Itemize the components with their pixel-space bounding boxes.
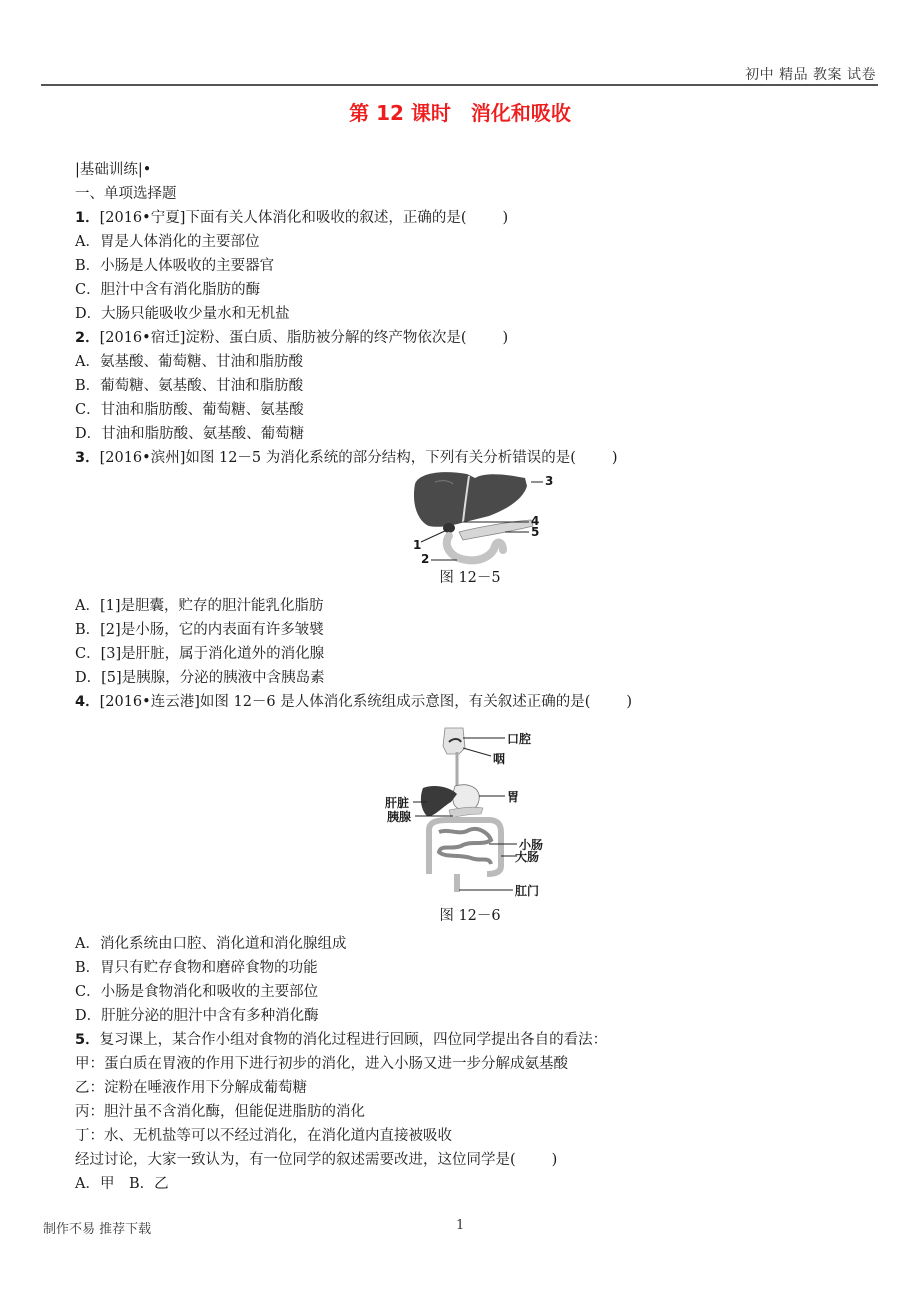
option: A．[1]是胆囊，贮存的胆汁能乳化脂肪 bbox=[75, 598, 324, 614]
option: A．氨基酸、葡萄糖、甘油和脂肪酸 bbox=[75, 354, 303, 370]
question-number: 1． bbox=[75, 210, 100, 226]
section-subheading: 一、单项选择题 bbox=[75, 186, 177, 202]
document-body bbox=[75, 158, 875, 1196]
option: D．肝脏分泌的胆汁中含有多种消化酶 bbox=[75, 1008, 319, 1024]
question-number: 2． bbox=[75, 330, 100, 346]
question-1-stem: 1．[2016•宁夏]下面有关人体消化和吸收的叙述，正确的是( ) bbox=[75, 210, 509, 226]
options-inline: A．甲 B．乙 bbox=[75, 1176, 169, 1192]
label-small-intestine: 小肠 bbox=[519, 838, 544, 852]
digestive-system-illustration bbox=[393, 724, 573, 896]
question-3-stem: 3．[2016•滨州]如图 12－5 为消化系统的部分结构，下列有关分析错误的是( ) bbox=[75, 450, 618, 466]
option: B．葡萄糖、氨基酸、甘油和脂肪酸 bbox=[75, 378, 304, 394]
label-liver: 肝脏 bbox=[385, 796, 410, 810]
question-2-stem: 2．[2016•宿迁]淀粉、蛋白质、脂肪被分解的终产物依次是( ) bbox=[75, 330, 509, 346]
option: B．小肠是人体吸收的主要器官 bbox=[75, 258, 275, 274]
header-tags: 初中 精品 教案 试卷 bbox=[745, 67, 876, 83]
label-large-intestine: 大肠 bbox=[515, 850, 540, 864]
figure-12-5-liver-pancreas-diagram bbox=[405, 470, 555, 566]
figure-12-6-digestive-system-diagram bbox=[385, 724, 573, 898]
label-pancreas: 胰腺 bbox=[387, 810, 412, 824]
figure-label-5: 5 bbox=[531, 525, 540, 539]
figure-label-2: 2 bbox=[421, 552, 430, 566]
option: D．甘油和脂肪酸、氨基酸、葡萄糖 bbox=[75, 426, 305, 442]
question-4-stem: 4．[2016•连云港]如图 12－6 是人体消化系统组成示意图，有关叙述正确的是( ) bbox=[75, 694, 633, 710]
label-mouth: 口腔 bbox=[507, 732, 532, 746]
question-number: 5． bbox=[75, 1032, 100, 1048]
option: C．胆汁中含有消化脂肪的酶 bbox=[75, 282, 261, 298]
figure-caption: 图 12－6 bbox=[439, 908, 501, 924]
figure-label-1: 1 bbox=[413, 538, 422, 552]
page-title: 第 12 课时 消化和吸收 bbox=[349, 101, 571, 125]
question-number: 3． bbox=[75, 450, 100, 466]
option: B．[2]是小肠，它的内表面有许多皱襞 bbox=[75, 622, 324, 638]
label-pharynx: 咽 bbox=[493, 752, 506, 766]
question-5-stem: 5．复习课上，某合作小组对食物的消化过程进行回顾，四位同学提出各自的看法： bbox=[75, 1032, 608, 1048]
question-number: 4． bbox=[75, 694, 100, 710]
statement: 甲：蛋白质在胃液的作用下进行初步的消化，进入小肠又进一步分解成氨基酸 bbox=[75, 1056, 568, 1072]
option: C．[3]是肝脏，属于消化道外的消化腺 bbox=[75, 646, 325, 662]
option: C．小肠是食物消化和吸收的主要部位 bbox=[75, 984, 319, 1000]
question-5-prompt: 经过讨论，大家一致认为，有一位同学的叙述需要改进，这位同学是( ) bbox=[75, 1152, 558, 1168]
statement: 丙：胆汁虽不含消化酶，但能促进脂肪的消化 bbox=[75, 1104, 365, 1120]
footer-note: 制作不易 推荐下载 bbox=[43, 1222, 152, 1237]
section-label: |基础训练|• bbox=[75, 162, 152, 178]
label-stomach: 胃 bbox=[507, 790, 520, 804]
statement: 丁：水、无机盐等可以不经过消化，在消化道内直接被吸收 bbox=[75, 1128, 452, 1144]
option: D．大肠只能吸收少量水和无机盐 bbox=[75, 306, 290, 322]
option: D．[5]是胰腺，分泌的胰液中含胰岛素 bbox=[75, 670, 325, 686]
statement: 乙：淀粉在唾液作用下分解成葡萄糖 bbox=[75, 1080, 307, 1096]
option: A．消化系统由口腔、消化道和消化腺组成 bbox=[75, 936, 347, 952]
page-number: 1 bbox=[456, 1218, 465, 1233]
label-anus: 肛门 bbox=[515, 884, 540, 898]
option: C．甘油和脂肪酸、葡萄糖、氨基酸 bbox=[75, 402, 304, 418]
option: B．胃只有贮存食物和磨碎食物的功能 bbox=[75, 960, 318, 976]
figure-label-4: 4 bbox=[531, 514, 540, 528]
figure-label-3: 3 bbox=[545, 474, 554, 488]
option: A．胃是人体消化的主要部位 bbox=[75, 234, 260, 250]
figure-caption: 图 12－5 bbox=[439, 570, 501, 586]
header-divider bbox=[41, 84, 878, 86]
